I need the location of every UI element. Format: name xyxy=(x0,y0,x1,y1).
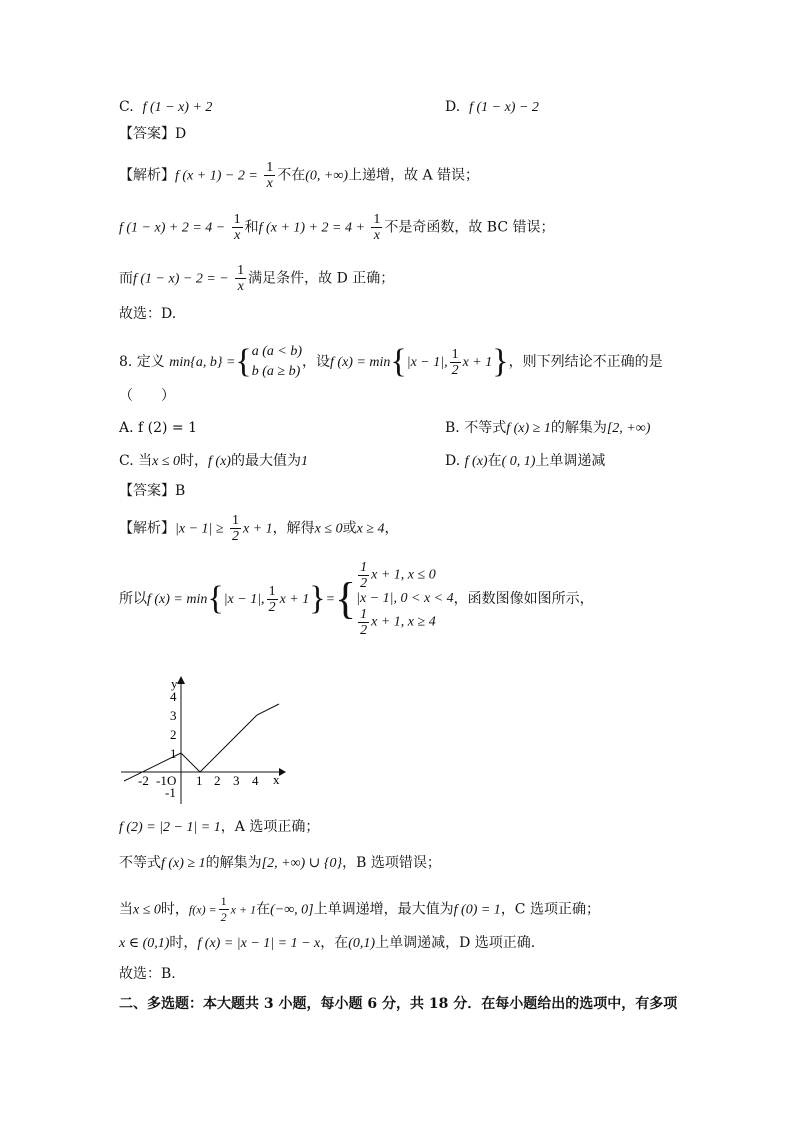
q8-analysis-line-4: 不等式f (x) ≥ 1的解集为[2, +∞) ∪ {0}，B 选项错误； xyxy=(119,855,441,871)
function-graph xyxy=(119,672,289,807)
q8-analysis-line-1: 【解析】|x − 1| ≥ $\frac{1}{2}$ x + 1，解得x ≤ 0或x ≥ 4， xyxy=(119,513,399,544)
section-heading: 二、多选题：本大题共 3 小题，每小题 6 分，共 18 分．在每小题给出的选项中，有多项 xyxy=(119,996,678,1012)
q8-stem: 8. 定义 min{a, b} ={a (a < b) b (a ≥ b)，设f (x) = min{|x − 1|, $\frac{1}{2}$ x + 1}，则下列结论不正确的是 xyxy=(119,343,663,380)
x-tick: 3 xyxy=(233,773,240,788)
fraction: $\frac{1}{x}$ xyxy=(266,160,274,191)
fraction: $\frac{1}{x}$ xyxy=(237,263,245,294)
q7-analysis-line-1: 【解析】f (x + 1) − 2 = $\frac{1}{x}$ 不在(0, +∞)上递增，故 A 错误； xyxy=(119,160,480,191)
q8-option-b: B. 不等式f (x) ≥ 1的解集为[2, +∞) xyxy=(445,420,651,436)
q7-option-d: D. f (1 − x) − 2 xyxy=(445,99,539,115)
q8-analysis-line-6: x ∈ (0,1)时，f (x) = |x − 1| = 1 − x，在(0,1)上单调递减，D 选项正确. xyxy=(119,935,536,951)
fraction-half: $\frac{1}{2}$ xyxy=(268,583,276,615)
fraction: $\frac{1}{x}$ xyxy=(373,212,381,243)
x-tick: -2 xyxy=(138,773,149,788)
q7-option-d-expr: f (1 − x) − 2 xyxy=(469,100,539,115)
q7-analysis-line-3: 而f (1 − x) − 2 = − $\frac{1}{x}$ 满足条件，故 D 正确； xyxy=(119,263,395,294)
q7-analysis-line-2: f (1 − x) + 2 = 4 − $\frac{1}{x}$ 和f (x + 1) + 2 = 4 + $\frac{1}{x}$ 不是奇函数，故 BC 错误； xyxy=(119,212,555,243)
x-tick: 1 xyxy=(196,773,203,788)
q7-option-c-expr: f (1 − x) + 2 xyxy=(142,100,213,115)
q8-option-c: C. 当x ≤ 0时，f (x)的最大值为1 xyxy=(119,453,308,469)
x-axis-label: x xyxy=(273,772,280,787)
x-tick: -1 xyxy=(156,773,167,788)
q8-option-a: A. f (2) = 1 xyxy=(119,420,198,436)
x-tick: 2 xyxy=(214,773,221,788)
piecewise-cases: $\frac{1}{2}$ x + 1, x ≤ 0 |x − 1|, 0 < x < 4 $\frac{1}{2}$ x + 1, x ≥ 4 xyxy=(356,560,454,638)
fraction-half: $\frac{1}{2}$ xyxy=(220,894,227,924)
q8-option-d: D. f (x)在( 0, 1)上单调递减 xyxy=(445,453,606,469)
q8-analysis-line-5: 当x ≤ 0时，f(x) = $\frac{1}{2}$ x + 1在(−∞, 0]上单调递增，最大值为f (0) = 1，C 选项正确； xyxy=(119,894,600,924)
q7-option-c: C. f (1 − x) + 2 xyxy=(119,99,213,115)
y-tick: -1 xyxy=(165,785,176,800)
y-tick: 2 xyxy=(170,727,177,742)
fraction-half: $\frac{1}{2}$ xyxy=(451,346,459,378)
fraction: $\frac{1}{x}$ xyxy=(233,212,241,243)
q8-answer-paren: （ ） xyxy=(119,388,175,404)
min-definition-cases: a (a < b) b (a ≥ b) xyxy=(251,344,303,379)
y-axis-arrow-icon xyxy=(177,676,185,684)
x-tick: 4 xyxy=(252,773,259,788)
q7-answer: 【答案】D xyxy=(119,126,187,142)
q7-conclusion: 故选：D. xyxy=(119,306,177,322)
q8-conclusion: 故选：B. xyxy=(119,966,176,982)
origin-label: O xyxy=(167,773,177,788)
x-axis-arrow-icon xyxy=(279,768,286,776)
fraction-half: $\frac{1}{2}$ xyxy=(232,513,239,544)
q8-answer: 【答案】B xyxy=(119,483,186,499)
y-tick: 1 xyxy=(170,746,177,761)
y-tick: 3 xyxy=(170,708,177,723)
y-axis-label: y xyxy=(171,676,178,691)
y-tick: 4 xyxy=(170,689,177,704)
q8-analysis-line-3: f (2) = |2 − 1| = 1，A 选项正确； xyxy=(119,819,320,835)
q8-analysis-piecewise: 所以f (x) = min{|x − 1|, $\frac{1}{2}$ x + 1}={ $\frac{1}{2}$ x + 1, x ≤ 0 |x − 1|, 0 < x < 4 $\frac{1}{2}$ x + 1, x ≥ 4，函数图像如图所示， xyxy=(119,560,594,638)
function-curve xyxy=(124,704,279,781)
